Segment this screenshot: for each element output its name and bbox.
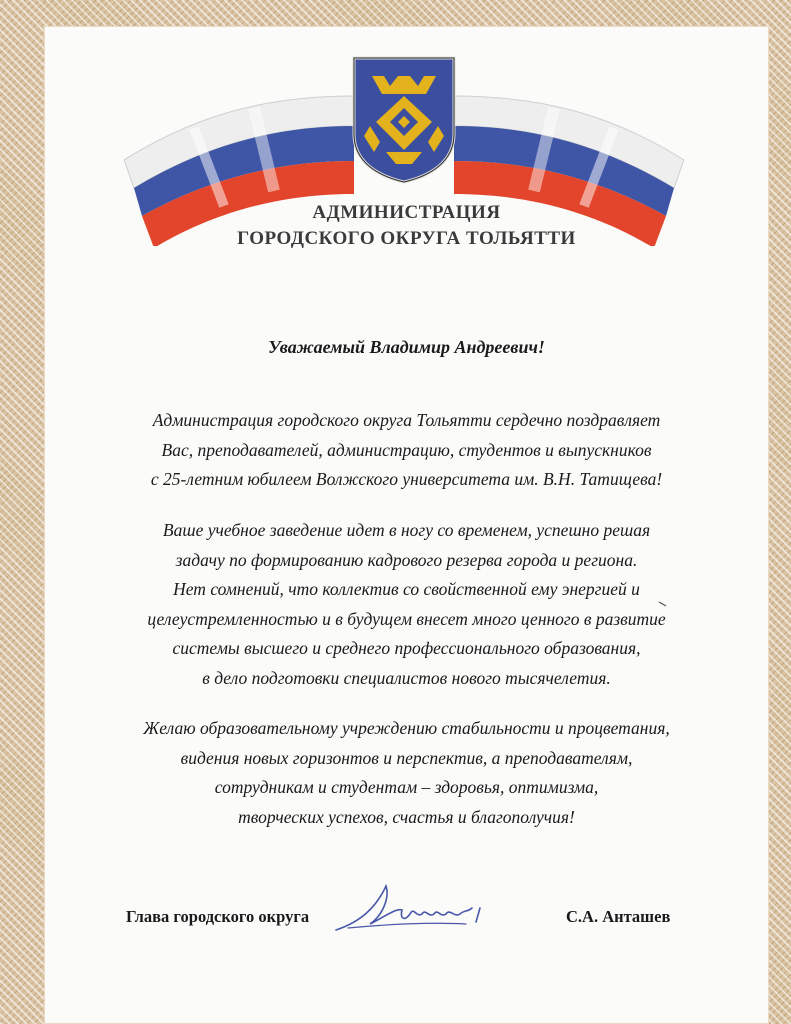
- text-line: сотрудникам и студентам – здоровья, оптимизма,: [214, 777, 599, 797]
- organization-name-line1: АДМИНИСТРАЦИЯ: [312, 202, 501, 223]
- text-line: Ваше учебное заведение идет в ногу со временем, успешно решая: [162, 520, 651, 540]
- text-line: Вас, преподавателей, администрацию, студентов и выпускников: [161, 439, 652, 460]
- letter-sheet: [44, 26, 769, 1024]
- salutation: Уважаемый Владимир Андреевич!: [268, 337, 545, 357]
- text-line: видения новых горизонтов и перспектив, а преподавателям,: [180, 747, 633, 768]
- organization-name-line2: ГОРОДСКОГО ОКРУГА ТОЛЬЯТТИ: [237, 228, 576, 249]
- handwritten-signature-icon: [330, 878, 500, 938]
- text-line: задачу по формированию кадрового резерва города и региона.: [175, 549, 638, 570]
- tolyatti-coat-of-arms-icon: [350, 56, 458, 184]
- signatory-title: Глава городского округа: [126, 907, 310, 926]
- text-line: с 25-летним юбилеем Волжского университета им. В.Н. Татищева!: [150, 469, 663, 489]
- pen-mark-icon: [658, 601, 668, 607]
- text-line: системы высшего и среднего профессионального образования,: [172, 638, 641, 658]
- text-line: в дело подготовки специалистов нового тысячелетия.: [202, 667, 611, 688]
- text-line: Желаю образовательному учреждению стабильности и процветания,: [143, 718, 670, 738]
- paragraph-wishes: [44, 714, 769, 832]
- text-line: творческих успехов, счастья и благополучия!: [238, 806, 575, 827]
- text-line: Администрация городского округа Тольятти сердечно поздравляет: [152, 410, 661, 430]
- text-line: целеустремленностью и в будущем внесет много ценного в развитие: [147, 608, 666, 629]
- paragraph-congratulation: [44, 406, 769, 495]
- text-line: Нет сомнений, что коллектив со свойственной ему энергией и: [173, 579, 640, 599]
- signatory-name: С.А. Анташев: [566, 907, 671, 926]
